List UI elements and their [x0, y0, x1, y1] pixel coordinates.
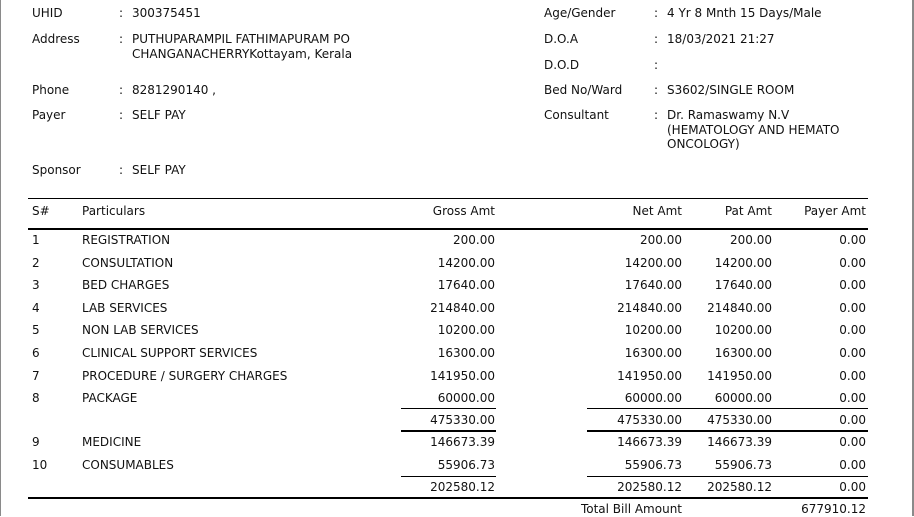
doa-colon: : [654, 32, 659, 46]
cell-net: 16300.00 [624, 346, 682, 360]
cell-particulars: PACKAGE [82, 391, 138, 406]
cell-sno: 4 [32, 300, 40, 315]
cell-gross: 14200.00 [437, 255, 495, 270]
cell-particulars: CONSULTATION [82, 255, 174, 270]
cell-gross: 55906.73 [437, 457, 495, 472]
cell-pat: 146673.39 [707, 435, 772, 449]
phone-colon: : [119, 83, 124, 97]
header-pat-amt: Pat Amt [724, 204, 772, 218]
subtotal1-underline-net [587, 430, 682, 432]
cell-net: 60000.00 [624, 391, 682, 406]
subtotal1-gross: 475330.00 [430, 413, 495, 427]
cell-pat: 14200.00 [714, 255, 772, 270]
cell-particulars: LAB SERVICES [82, 300, 168, 315]
cell-sno: 9 [32, 435, 40, 449]
age-gender-label: Age/Gender [544, 6, 616, 20]
subtotal2-rule-gross [401, 476, 496, 477]
cell-payer: 0.00 [839, 300, 866, 315]
sponsor-colon: : [119, 163, 124, 177]
cell-net: 200.00 [640, 233, 682, 247]
age-gender-value: 4 Yr 8 Mnth 15 Days/Male [667, 6, 822, 20]
cell-sno: 2 [32, 255, 40, 270]
address-line-1: PUTHUPARAMPIL FATHIMAPURAM PO [132, 32, 350, 46]
cell-payer: 0.00 [839, 368, 866, 383]
cell-sno: 6 [32, 346, 40, 360]
subtotal2-pat: 202580.12 [707, 480, 772, 494]
cell-payer: 0.00 [839, 233, 866, 247]
address-line-2: CHANGANACHERRYKottayam, Kerala [132, 47, 353, 61]
table-header-rule [28, 228, 868, 230]
subtotal2-net: 202580.12 [617, 480, 682, 494]
cell-payer: 0.00 [839, 323, 866, 338]
cell-particulars: MEDICINE [82, 435, 142, 449]
cell-sno: 10 [32, 457, 48, 472]
cell-payer: 0.00 [839, 278, 866, 293]
cell-gross: 16300.00 [437, 346, 495, 360]
cell-net: 214840.00 [617, 300, 682, 315]
cell-gross: 146673.39 [430, 435, 495, 449]
cell-particulars: REGISTRATION [82, 233, 171, 247]
subtotal1-net: 475330.00 [617, 413, 682, 427]
cell-particulars: CONSUMABLES [82, 457, 174, 472]
cell-payer: 0.00 [839, 255, 866, 270]
subtotal1-rule-payer [771, 408, 868, 409]
bed-ward-label: Bed No/Ward [544, 83, 623, 97]
phone-value: 8281290140 , [132, 83, 216, 97]
subtotal2-gross: 202580.12 [430, 480, 495, 494]
subtotal1-payer: 0.00 [839, 413, 866, 427]
cell-gross: 141950.00 [430, 368, 495, 383]
address-label: Address [32, 32, 80, 46]
cell-gross: 10200.00 [437, 323, 495, 338]
subtotal2-rule-pat [677, 476, 772, 477]
subtotal1-underline-payer [771, 430, 868, 432]
cell-particulars: CLINICAL SUPPORT SERVICES [82, 346, 258, 360]
subtotal1-rule-net [587, 408, 682, 409]
cell-sno: 1 [32, 233, 40, 247]
cell-pat: 17640.00 [714, 278, 772, 293]
table-bottom-rule [28, 497, 868, 499]
cell-pat: 200.00 [730, 233, 772, 247]
doa-label: D.O.A [544, 32, 579, 46]
cell-net: 17640.00 [624, 278, 682, 293]
cell-pat: 55906.73 [714, 457, 772, 472]
table-top-rule [28, 198, 868, 199]
cell-sno: 8 [32, 391, 40, 406]
payer-colon: : [119, 108, 124, 122]
subtotal1-rule-gross [401, 408, 496, 409]
cell-net: 14200.00 [624, 255, 682, 270]
subtotal2-rule-net [587, 476, 682, 477]
cell-gross: 60000.00 [437, 391, 495, 406]
consultant-label: Consultant [544, 108, 609, 122]
sponsor-label: Sponsor [32, 163, 81, 177]
dod-colon: : [654, 58, 659, 72]
age-gender-colon: : [654, 6, 659, 20]
cell-payer: 0.00 [839, 435, 866, 449]
subtotal2-rule-payer [771, 476, 868, 477]
uhid-value: 300375451 [132, 6, 201, 20]
consultant-line-3: ONCOLOGY) [667, 137, 740, 151]
header-payer-amt: Payer Amt [804, 204, 866, 218]
sponsor-value: SELF PAY [132, 163, 186, 177]
bed-ward-colon: : [654, 83, 659, 97]
cell-sno: 5 [32, 323, 40, 338]
bed-ward-value: S3602/SINGLE ROOM [667, 83, 795, 97]
cell-pat: 16300.00 [714, 346, 772, 360]
total-bill-label: Total Bill Amount [580, 502, 682, 516]
cell-pat: 141950.00 [707, 368, 772, 383]
uhid-colon: : [119, 6, 124, 20]
uhid-label: UHID [32, 6, 63, 20]
cell-particulars: PROCEDURE / SURGERY CHARGES [82, 368, 288, 383]
cell-particulars: BED CHARGES [82, 278, 170, 293]
cell-gross: 214840.00 [430, 300, 495, 315]
header-gross-amt: Gross Amt [432, 204, 495, 218]
header-particulars: Particulars [82, 204, 146, 218]
cell-pat: 60000.00 [714, 391, 772, 406]
cell-pat: 214840.00 [707, 300, 772, 315]
header-net-amt: Net Amt [632, 204, 682, 218]
cell-net: 141950.00 [617, 368, 682, 383]
subtotal1-underline-pat [677, 430, 772, 432]
cell-net: 55906.73 [624, 457, 682, 472]
payer-label: Payer [32, 108, 66, 122]
phone-label: Phone [32, 83, 70, 97]
cell-payer: 0.00 [839, 457, 866, 472]
cell-sno: 3 [32, 278, 40, 293]
cell-sno: 7 [32, 368, 40, 383]
consultant-line-2: (HEMATOLOGY AND HEMATO [667, 123, 840, 137]
header-sno: S# [32, 204, 50, 218]
cell-particulars: NON LAB SERVICES [82, 323, 199, 338]
cell-net: 146673.39 [617, 435, 682, 449]
subtotal1-rule-pat [677, 408, 772, 409]
cell-pat: 10200.00 [714, 323, 772, 338]
total-bill-value: 677910.12 [801, 502, 866, 516]
doa-value: 18/03/2021 21:27 [667, 32, 775, 46]
cell-net: 10200.00 [624, 323, 682, 338]
consultant-colon: : [654, 108, 659, 122]
cell-payer: 0.00 [839, 346, 866, 360]
payer-value: SELF PAY [132, 108, 186, 122]
subtotal1-underline-gross [401, 430, 496, 432]
cell-gross: 17640.00 [437, 278, 495, 293]
subtotal1-pat: 475330.00 [707, 413, 772, 427]
address-colon: : [119, 32, 124, 46]
page-frame-left [0, 0, 1, 516]
cell-gross: 200.00 [453, 233, 495, 247]
cell-payer: 0.00 [839, 391, 866, 406]
consultant-line-1: Dr. Ramaswamy N.V [667, 108, 790, 122]
dod-label: D.O.D [544, 58, 580, 72]
subtotal2-payer: 0.00 [839, 480, 866, 494]
